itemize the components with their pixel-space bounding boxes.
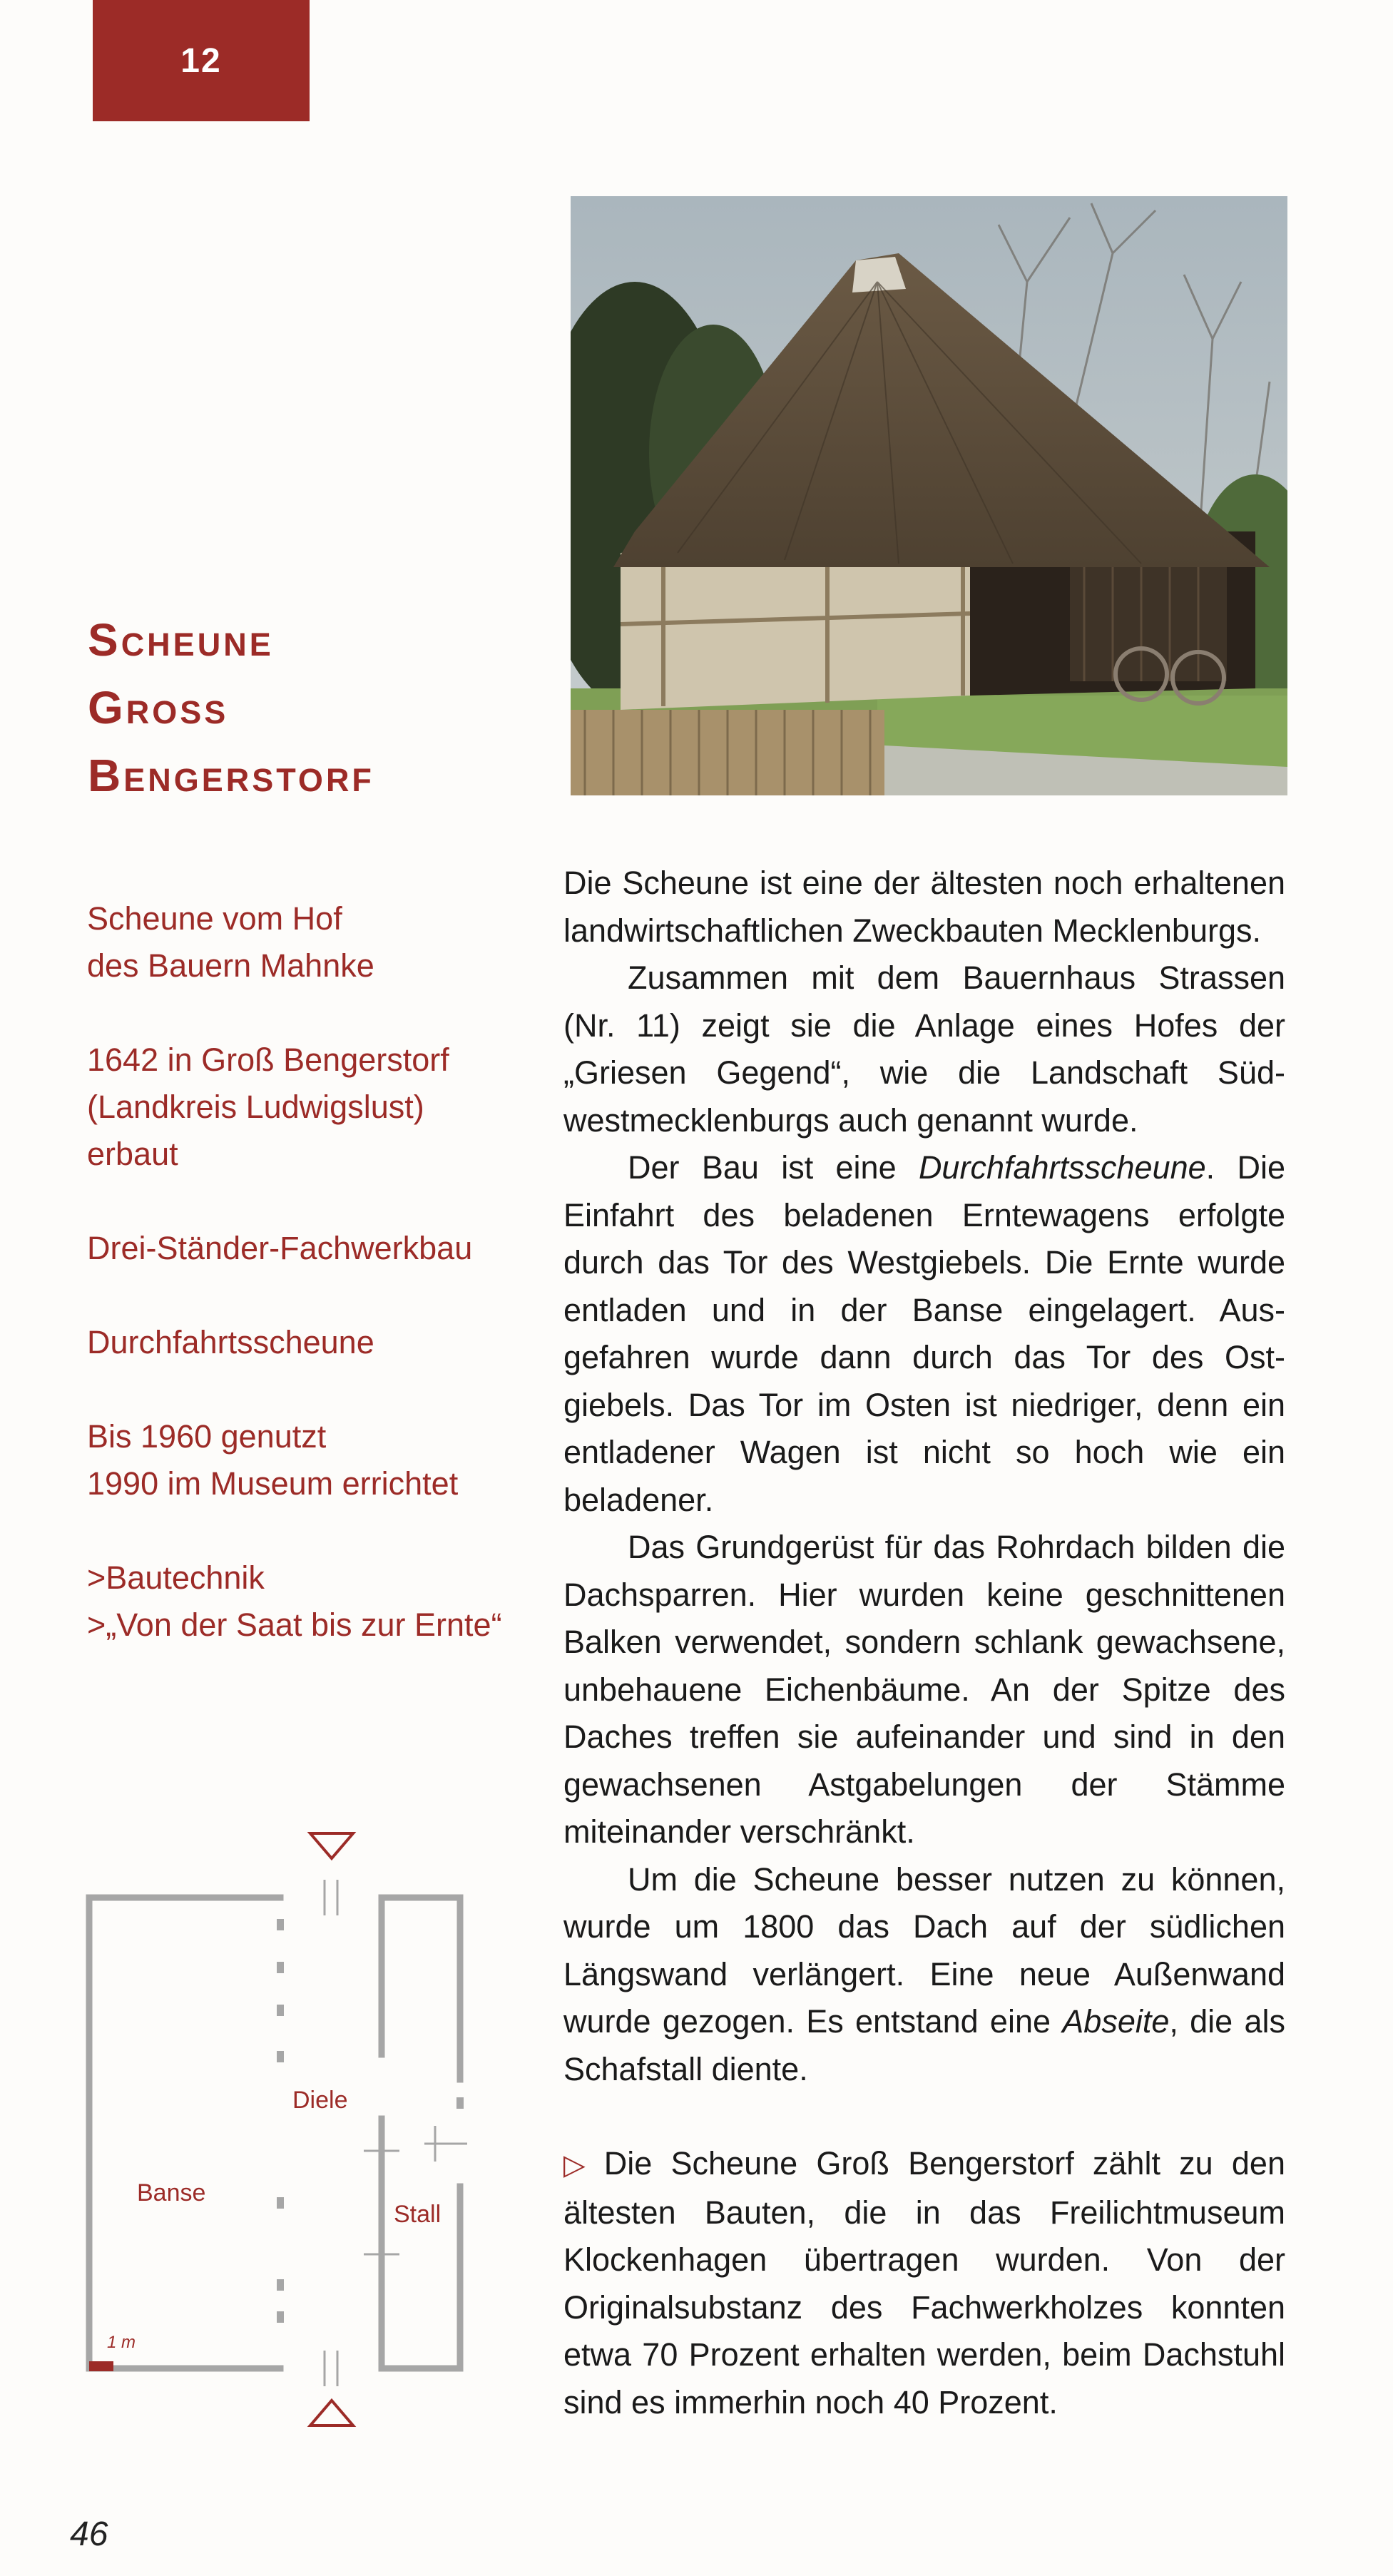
paragraph-2: Zusammen mit dem Bauernhaus Strassen (Nr. 11) zeigt sie die Anlage eines Hofes der „Griesen Gegend“, wie die Landschaft Südwestmecklenburgs auch genannt wurde. xyxy=(563,959,1285,1139)
label-stall: Stall xyxy=(394,2201,442,2228)
fact-line: Bis 1960 genutzt xyxy=(87,1418,327,1455)
page-title xyxy=(88,606,487,810)
fact-group-construction xyxy=(87,1225,544,1272)
fact-line: Durchfahrtsscheune xyxy=(87,1324,374,1360)
fact-group-origin xyxy=(87,895,544,989)
fact-line: des Bauern Mahnke xyxy=(87,947,374,984)
fact-line: 1990 im Museum errichtet xyxy=(87,1465,459,1502)
paragraph-3-start: Der Bau ist eine xyxy=(628,1149,919,1186)
paragraph-5-end: , die als Schafstall diente. xyxy=(563,2003,1285,2087)
fact-group-built xyxy=(87,1037,544,1178)
fact-group-dates xyxy=(87,1413,544,1507)
note-paragraph xyxy=(563,2140,1285,2426)
triangle-right-icon: ▷ xyxy=(563,2149,586,2181)
scale-label: 1 m xyxy=(107,2333,136,2352)
fact-line: 1642 in Groß Bengerstorf xyxy=(87,1042,449,1078)
chapter-number: 12 xyxy=(180,41,222,80)
fact-line: Drei-Ständer-Fachwerkbau xyxy=(87,1230,473,1266)
floor-plan xyxy=(71,1812,499,2440)
paragraph-3 xyxy=(563,1144,1285,1524)
paragraph-5 xyxy=(563,1856,1285,2094)
paragraph-5-start: Um die Scheune besser nutzen zu können, wurde um 1800 das Dach auf der südlichen Längswand verlängert. Eine neue Außenwand wurde gezogen. Es entstand eine xyxy=(563,1860,1285,2040)
main-text xyxy=(563,860,1285,2426)
fact-line: Scheune vom Hof xyxy=(87,900,342,937)
link-bautechnik[interactable]: >Bautechnik xyxy=(87,1559,265,1596)
title-line-1: Scheune xyxy=(88,614,274,666)
link-saat-ernte[interactable]: >„Von der Saat bis zur Ernte“ xyxy=(87,1607,502,1643)
paragraph-4: Das Grundgerüst für das Rohrdach bilden die Dachsparren. Hier wurden keine geschnittenen Balken verwendet, sondern schlank gewachsene, unbehauene Eichenbäume. An der Spitze des Daches treffen sie aufeinander und sind in den gewachsenen Astgabelungen der Stämme miteinander verschränkt. xyxy=(563,1529,1285,1850)
term-durchfahrtsscheune: Durchfahrtsscheune xyxy=(918,1149,1206,1186)
barn-photo xyxy=(571,196,1287,795)
page-number: 46 xyxy=(70,2515,108,2553)
title-line-2: Gross xyxy=(88,682,229,733)
paragraph-1: Die Scheune ist eine der ältesten noch erhaltenen landwirtschaftlichen Zweckbauten Mecklenburgs. xyxy=(563,865,1285,949)
facts-list xyxy=(87,895,544,1649)
title-line-3: Bengerstorf xyxy=(88,750,374,801)
fact-group-type xyxy=(87,1319,544,1366)
label-banse: Banse xyxy=(137,2179,206,2206)
note-text: Die Scheune Groß Bengerstorf zählt zu den ältesten Bauten, die in das Freilichtmuseum Klockenhagen übertragen wurden. Von der Originalsubstanz des Fachwerkholzes konnten etwa 70 Prozent erhalten werden, beim Dachstuhl sind es immerhin noch 40 Prozent. xyxy=(563,2145,1285,2420)
fact-line: (Landkreis Ludwigslust) xyxy=(87,1089,424,1125)
label-diele: Diele xyxy=(292,2087,348,2114)
paragraph-3-end: . Die Einfahrt des beladenen Erntewagens erfolgte durch das Tor des Westgiebels. Die Ernte wurde entladen und in der Banse eingelagert. Ausgefahren wurde dann durch das Tor des Ostgiebels. Das Tor im Osten ist niedriger, denn ein entladener Wagen ist nicht so hoch wie ein beladener. xyxy=(563,1149,1285,1518)
chapter-number-badge xyxy=(93,0,310,121)
fact-line: erbaut xyxy=(87,1136,178,1172)
fact-group-links xyxy=(87,1554,544,1649)
term-abseite: Abseite xyxy=(1062,2003,1170,2040)
